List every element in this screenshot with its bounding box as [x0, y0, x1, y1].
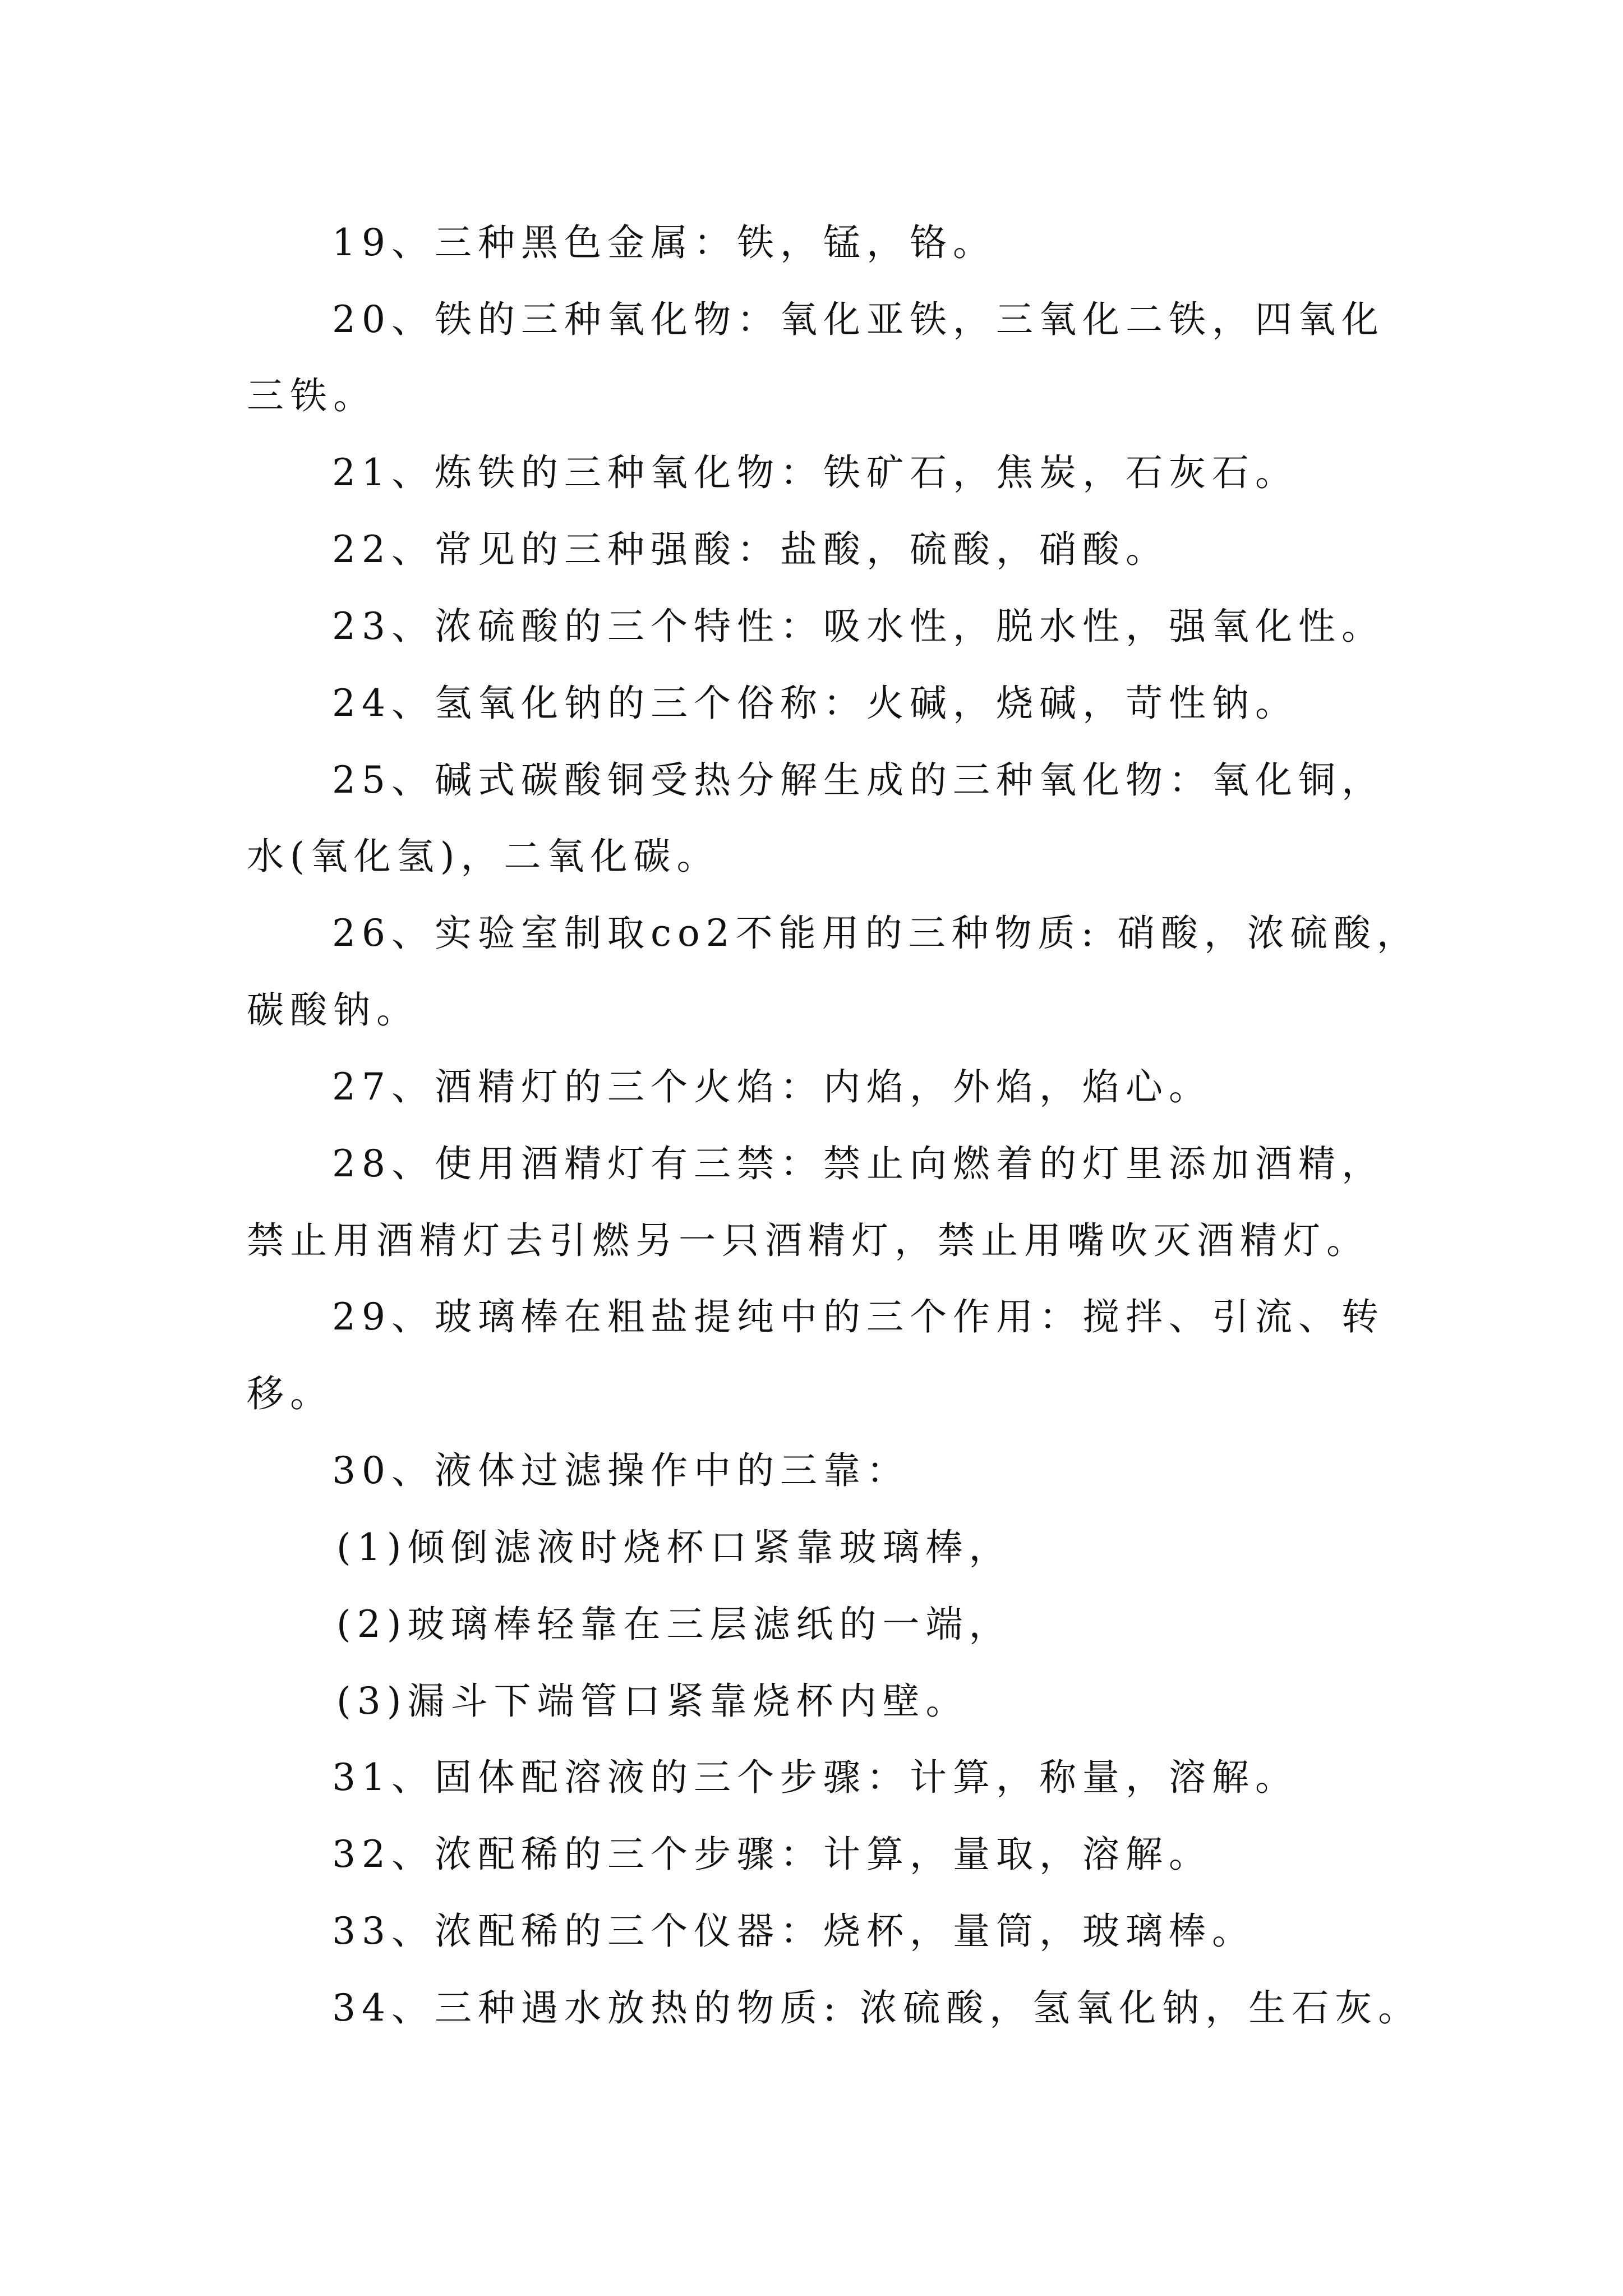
item-23: 23、浓硫酸的三个特性：吸水性，脱水性，强氧化性。: [332, 605, 1385, 648]
item-33: 33、浓配稀的三个仪器：烧杯，量筒，玻璃棒。: [332, 1910, 1255, 1953]
item-31: 31、固体配溶液的三个步骤：计算，称量，溶解。: [332, 1756, 1298, 1799]
item-30-point-2: (2)玻璃棒轻靠在三层滤纸的一端，: [336, 1603, 1012, 1646]
item-19: 19、三种黑色金属：铁，锰，铬。: [332, 221, 996, 264]
item-20-continued: 三铁。: [247, 374, 376, 417]
item-25: 25、碱式碳酸铜受热分解生成的三种氧化物：氧化铜，: [332, 758, 1385, 802]
item-30-point-1: (1)倾倒滤液时烧杯口紧靠玻璃棒，: [336, 1526, 1012, 1569]
item-30: 30、液体过滤操作中的三靠：: [332, 1449, 910, 1492]
item-26: 26、实验室制取co2不能用的三种物质: 硝酸，浓硫酸，: [332, 912, 1420, 955]
item-20: 20、铁的三种氧化物：氧化亚铁，三氧化二铁，四氧化: [332, 298, 1385, 341]
item-24: 24、氢氧化钠的三个俗称：火碱，烧碱，苛性钠。: [332, 682, 1298, 725]
item-27: 27、酒精灯的三个火焰：内焰，外焰，焰心。: [332, 1065, 1212, 1108]
item-21: 21、炼铁的三种氧化物：铁矿石，焦炭，石灰石。: [332, 451, 1298, 494]
item-28: 28、使用酒精灯有三禁：禁止向燃着的灯里添加酒精，: [332, 1142, 1385, 1185]
item-30-point-3: (3)漏斗下端管口紧靠烧杯内壁。: [336, 1680, 969, 1723]
item-34: 34、三种遇水放热的物质: 浓硫酸，氢氧化钠，生石灰。: [332, 1986, 1422, 2030]
item-26-continued: 碳酸钠。: [247, 988, 419, 1032]
item-29: 29、玻璃棒在粗盐提纯中的三个作用：搅拌、引流、转: [332, 1295, 1385, 1338]
item-28-continued: 禁止用酒精灯去引燃另一只酒精灯，禁止用嘴吹灭酒精灯。: [247, 1219, 1370, 1262]
item-29-continued: 移。: [247, 1372, 333, 1415]
item-32: 32、浓配稀的三个步骤：计算，量取，溶解。: [332, 1833, 1212, 1876]
item-22: 22、常见的三种强酸：盐酸，硫酸，硝酸。: [332, 528, 1169, 571]
item-25-continued: 水(氧化氢)，二氧化碳。: [247, 835, 720, 878]
